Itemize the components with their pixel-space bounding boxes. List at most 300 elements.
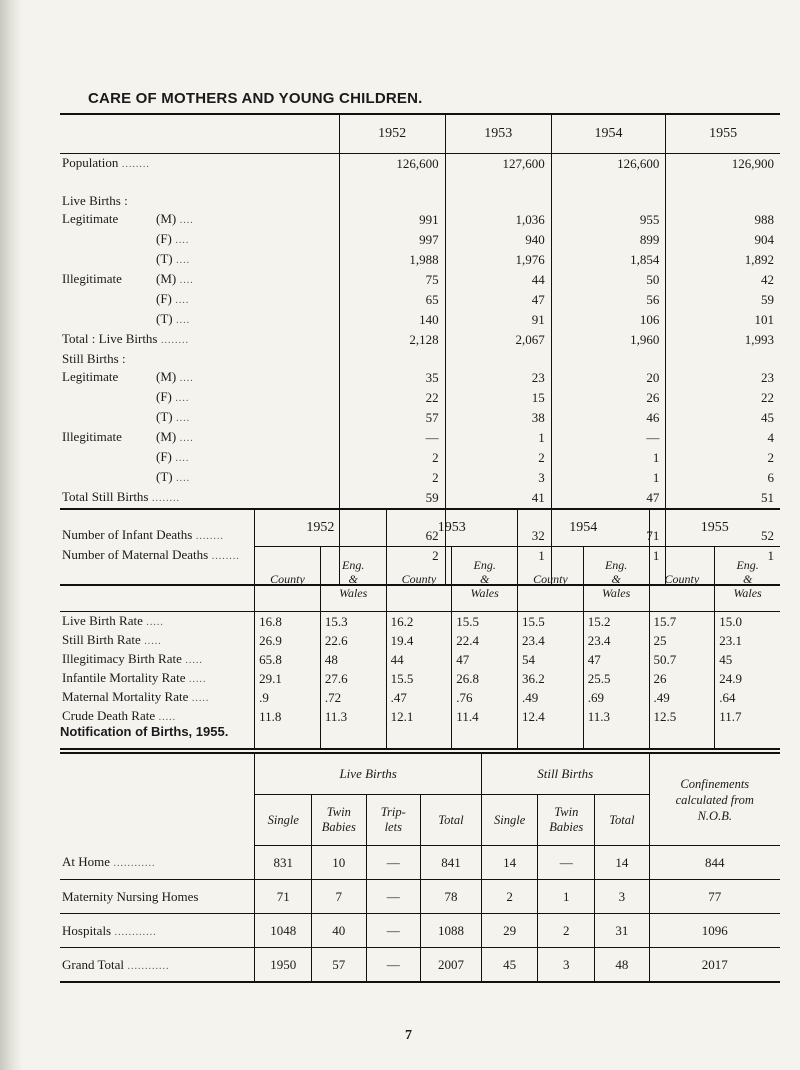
value-cell [551, 174, 666, 192]
row-label-cell [60, 210, 339, 230]
table-row [60, 250, 780, 270]
confinements-line-1: Confinements [680, 776, 750, 791]
count-cell: 3 [595, 880, 649, 914]
value-cell: 47 [445, 290, 551, 310]
count-cell: 1088 [421, 914, 482, 948]
rate-value: 47 [452, 650, 518, 669]
value-cell: 904 [666, 230, 780, 250]
value-cell: 91 [445, 310, 551, 330]
rate-label-cell [60, 631, 255, 650]
value-cell: 1 [551, 546, 666, 566]
leader-dots: .... [176, 373, 194, 384]
value-cell [339, 350, 445, 368]
triplets-header [366, 795, 420, 846]
count-cell: 3 [538, 948, 595, 983]
value-cell: 15 [445, 388, 551, 408]
row-label-cell [60, 230, 339, 250]
label-wrap [62, 368, 156, 386]
leader-dots: ............ [111, 926, 157, 938]
rate-value: 11.4 [452, 707, 518, 726]
rates-year-row [60, 509, 780, 547]
rate-label-cell [60, 688, 255, 707]
spacer-cell [255, 726, 321, 749]
value-cell: 1 [445, 428, 551, 448]
rate-value: 47 [583, 650, 649, 669]
page-title: CARE OF MOTHERS AND YOUNG CHILDREN. [88, 90, 423, 107]
eng-wales-header [583, 547, 649, 612]
value-cell: 1,988 [339, 250, 445, 270]
rate-value: 15.5 [518, 612, 584, 632]
confinements-line-3: N.O.B. [697, 808, 732, 823]
rate-value: 50.7 [649, 650, 715, 669]
rate-value: 16.8 [255, 612, 321, 632]
value-cell: 2,067 [445, 330, 551, 350]
rate-value: 15.2 [583, 612, 649, 632]
count-cell: 29 [481, 914, 538, 948]
value-cell: 1 [551, 468, 666, 488]
value-cell: 22 [666, 388, 780, 408]
value-cell: 140 [339, 310, 445, 330]
triplets-line-1: Trip- [380, 805, 406, 819]
twin-line-1: Twin [326, 805, 351, 819]
rate-value: .72 [320, 688, 386, 707]
value-cell [551, 192, 666, 210]
leader-dots: ........ [148, 493, 180, 504]
blank-header-cell [60, 509, 255, 612]
row-label-cell [60, 192, 339, 210]
wales-label: Wales [470, 586, 499, 600]
rate-value: 45 [715, 650, 780, 669]
spacer-cell [452, 726, 518, 749]
leader-dots: ..... [140, 636, 162, 647]
count-cell: 14 [595, 846, 649, 880]
notification-heading: Notification of Births, 1955. [60, 724, 229, 739]
year-header: 1955 [649, 509, 780, 547]
row-label-cell [60, 350, 339, 368]
live-births-header: Live Births [255, 753, 481, 795]
value-cell: 41 [445, 488, 551, 508]
value-cell: 101 [666, 310, 780, 330]
table-row [60, 290, 780, 310]
rate-value: 11.3 [583, 707, 649, 726]
count-cell: — [366, 880, 420, 914]
rate-label: Infantile Mortality Rate [62, 670, 186, 685]
rate-value: 25 [649, 631, 715, 650]
rate-label: Live Birth Rate [62, 613, 143, 628]
count-cell: 40 [312, 914, 366, 948]
value-cell: 56 [551, 290, 666, 310]
year-header: 1952 [339, 114, 445, 154]
leader-dots: .... [172, 473, 191, 484]
value-cell: 62 [339, 526, 445, 546]
value-cell: 51 [666, 488, 780, 508]
year-header-row [60, 114, 780, 154]
confinements-line-2: calculated from [675, 792, 754, 807]
value-cell: 65 [339, 290, 445, 310]
rate-value: 65.8 [255, 650, 321, 669]
count-cell: 831 [255, 846, 312, 880]
label-wrap [62, 210, 156, 228]
row-sex-code: (M) [156, 211, 177, 226]
eng-label: Eng. [473, 558, 496, 572]
row-label-cell [60, 368, 339, 388]
value-cell: 42 [666, 270, 780, 290]
table-row [60, 310, 780, 330]
count-cell: 1 [538, 880, 595, 914]
row-label-cell [60, 250, 339, 270]
rates-table [60, 508, 780, 750]
table-row [60, 230, 780, 250]
value-cell: 2 [339, 546, 445, 566]
leader-dots: ............ [124, 960, 170, 972]
row-label: Illegitimate [62, 271, 122, 286]
value-cell: 1 [666, 546, 780, 566]
value-cell: 57 [339, 408, 445, 428]
value-cell [445, 174, 551, 192]
count-cell: 2017 [649, 948, 780, 983]
value-cell: 126,900 [666, 154, 780, 175]
rate-value: 11.3 [320, 707, 386, 726]
row-label: Illegitimate [62, 429, 122, 444]
value-cell: 126,600 [339, 154, 445, 175]
amp-label: & [742, 572, 753, 586]
label-wrap [62, 428, 156, 446]
rate-value: 29.1 [255, 669, 321, 688]
notification-table [60, 752, 780, 983]
rate-row [60, 688, 780, 707]
leader-dots: .... [172, 255, 191, 266]
row-label-cell [60, 290, 339, 310]
row-label: Legitimate [62, 211, 119, 226]
value-cell: 6 [666, 468, 780, 488]
count-cell: 77 [649, 880, 780, 914]
place-label: Hospitals [62, 922, 112, 938]
row-sex-code: (F) [156, 389, 172, 404]
rate-value: .49 [649, 688, 715, 707]
leader-dots: .... [176, 275, 194, 286]
rate-value: 22.6 [320, 631, 386, 650]
eng-label: Eng. [736, 558, 759, 572]
year-header: 1954 [551, 114, 666, 154]
value-cell: 2 [339, 468, 445, 488]
total-header: Total [595, 795, 649, 846]
leader-dots: .... [176, 433, 194, 444]
value-cell: 45 [666, 408, 780, 428]
eng-label: Eng. [342, 558, 365, 572]
row-sex-code: (T) [156, 251, 173, 266]
notification-row [60, 914, 780, 948]
leader-dots: .... [171, 235, 190, 246]
rate-value: .49 [518, 688, 584, 707]
row-label: Legitimate [62, 369, 119, 384]
twin-header [312, 795, 366, 846]
single-header: Single [255, 795, 312, 846]
row-label-cell [60, 174, 339, 192]
value-cell [339, 174, 445, 192]
twin-line-2: Babies [321, 820, 356, 834]
rate-row [60, 650, 780, 669]
row-sex-code: (T) [156, 409, 173, 424]
rate-value: 15.0 [715, 612, 780, 632]
rate-label-cell [60, 650, 255, 669]
row-label-cell [60, 270, 339, 290]
rate-value: 16.2 [386, 612, 452, 632]
table-row [60, 488, 780, 508]
value-cell: 899 [551, 230, 666, 250]
row-sex-code: (M) [156, 369, 177, 384]
table-row [60, 448, 780, 468]
leader-dots: .... [172, 413, 191, 424]
rate-value: 12.5 [649, 707, 715, 726]
table-row [60, 428, 780, 448]
value-cell [339, 192, 445, 210]
row-sex-code: (T) [156, 311, 173, 326]
value-cell [551, 350, 666, 368]
rate-row [60, 669, 780, 688]
value-cell: 38 [445, 408, 551, 428]
leader-dots: ..... [185, 674, 207, 685]
place-label-cell [60, 846, 255, 880]
value-cell [445, 192, 551, 210]
spacer-cell [583, 726, 649, 749]
row-label-cell [60, 310, 339, 330]
rate-value: 54 [518, 650, 584, 669]
county-header: County [386, 547, 452, 612]
rate-value: 26.8 [452, 669, 518, 688]
rate-value: .9 [255, 688, 321, 707]
wales-label: Wales [733, 586, 762, 600]
table-row [60, 468, 780, 488]
value-cell: 2 [666, 448, 780, 468]
rate-value: 11.7 [715, 707, 780, 726]
wales-label: Wales [602, 586, 631, 600]
rate-value: .76 [452, 688, 518, 707]
place-label: Grand Total [62, 956, 125, 972]
value-cell: — [551, 428, 666, 448]
value-cell: 126,600 [551, 154, 666, 175]
rate-value: 24.9 [715, 669, 780, 688]
count-cell: 14 [481, 846, 538, 880]
leader-dots: .... [171, 393, 190, 404]
place-label: Maternity Nursing Homes [62, 888, 199, 904]
leader-dots: ..... [188, 693, 210, 704]
value-cell: — [339, 428, 445, 448]
value-cell: 35 [339, 368, 445, 388]
count-cell: 57 [312, 948, 366, 983]
rate-value: 12.4 [518, 707, 584, 726]
value-cell: 1 [445, 546, 551, 566]
rate-value: 15.7 [649, 612, 715, 632]
year-header: 1954 [518, 509, 649, 547]
count-cell: 844 [649, 846, 780, 880]
leader-dots: .... [176, 215, 194, 226]
eng-wales-header [452, 547, 518, 612]
spacer-cell [518, 726, 584, 749]
value-cell [666, 350, 780, 368]
confinements-header [649, 753, 780, 846]
row-label: Still Births : [62, 351, 126, 366]
table-row [60, 388, 780, 408]
spacer-cell [715, 726, 780, 749]
rate-label: Maternal Mortality Rate [62, 689, 189, 704]
count-cell: 31 [595, 914, 649, 948]
value-cell: 59 [339, 488, 445, 508]
count-cell: — [538, 846, 595, 880]
page-number: 7 [405, 1028, 412, 1043]
rate-value: 22.4 [452, 631, 518, 650]
rate-row [60, 612, 780, 632]
count-cell: 10 [312, 846, 366, 880]
value-cell: 1,993 [666, 330, 780, 350]
count-cell: 71 [255, 880, 312, 914]
value-cell: 2,128 [339, 330, 445, 350]
count-cell: 45 [481, 948, 538, 983]
county-header: County [649, 547, 715, 612]
county-header: County [255, 547, 321, 612]
binding-edge [0, 0, 22, 1070]
rate-value: 23.4 [518, 631, 584, 650]
value-cell: 1,976 [445, 250, 551, 270]
value-cell: 23 [445, 368, 551, 388]
value-cell: 32 [445, 526, 551, 546]
count-cell: 1048 [255, 914, 312, 948]
count-cell: 78 [421, 880, 482, 914]
row-label: Number of Infant Deaths [62, 527, 193, 542]
value-cell: 127,600 [445, 154, 551, 175]
value-cell: 50 [551, 270, 666, 290]
year-header: 1953 [445, 114, 551, 154]
amp-label: & [479, 572, 490, 586]
count-cell: 1950 [255, 948, 312, 983]
value-cell: 3 [445, 468, 551, 488]
value-cell: 2 [445, 448, 551, 468]
amp-label: & [348, 572, 358, 586]
rate-value: 26.9 [255, 631, 321, 650]
row-label-cell [60, 388, 339, 408]
rate-row [60, 631, 780, 650]
eng-label: Eng. [604, 558, 628, 572]
eng-wales-header [715, 547, 780, 612]
value-cell [666, 174, 780, 192]
leader-dots: .... [172, 315, 191, 326]
value-cell: 71 [551, 526, 666, 546]
rate-label: Crude Death Rate [62, 708, 156, 723]
rate-value: 23.4 [583, 631, 649, 650]
value-cell: 52 [666, 526, 780, 546]
count-cell: 2 [481, 880, 538, 914]
notification-group-row [60, 753, 780, 795]
notification-row [60, 880, 780, 914]
year-header: 1952 [255, 509, 386, 547]
row-label-cell [60, 488, 339, 508]
row-sex-code: (T) [156, 469, 173, 484]
table-row [60, 270, 780, 290]
rate-value: 26 [649, 669, 715, 688]
still-births-header: Still Births [481, 753, 649, 795]
value-cell: 955 [551, 210, 666, 230]
table-row [60, 192, 780, 210]
leader-dots: .... [171, 295, 190, 306]
rate-label-cell [60, 669, 255, 688]
value-cell: 44 [445, 270, 551, 290]
spacer-cell [320, 726, 386, 749]
leader-dots: ..... [142, 617, 164, 628]
spacer-cell [649, 726, 715, 749]
leader-dots: .... [171, 453, 190, 464]
leader-dots: ........ [157, 335, 189, 346]
rate-value: 25.5 [583, 669, 649, 688]
row-label-cell [60, 330, 339, 350]
rate-value: .69 [583, 688, 649, 707]
count-cell: — [366, 846, 420, 880]
row-label-cell [60, 428, 339, 448]
value-cell: 1,892 [666, 250, 780, 270]
value-cell: 4 [666, 428, 780, 448]
county-header: County [518, 547, 584, 612]
rate-value: 48 [320, 650, 386, 669]
value-cell: 1,960 [551, 330, 666, 350]
table-row [60, 330, 780, 350]
table-row [60, 210, 780, 230]
leader-dots: ........ [118, 159, 150, 170]
rate-value: 15.5 [386, 669, 452, 688]
amp-label: & [611, 572, 621, 586]
rate-value: 36.2 [518, 669, 584, 688]
wales-label: Wales [339, 586, 368, 600]
blank-header-cell [60, 114, 339, 154]
leader-dots: ........ [208, 551, 240, 562]
rate-value: 27.6 [320, 669, 386, 688]
leader-dots: ..... [155, 712, 177, 723]
rate-value: 11.8 [255, 707, 321, 726]
notification-row [60, 846, 780, 880]
row-label: Number of Maternal Deaths [62, 547, 209, 562]
row-label: Population [62, 155, 119, 170]
value-cell: 940 [445, 230, 551, 250]
table-row [60, 408, 780, 428]
notification-row [60, 948, 780, 983]
place-label-cell [60, 914, 255, 948]
table-row [60, 154, 780, 175]
count-cell: 2007 [421, 948, 482, 983]
twin-line-2: Babies [549, 820, 584, 834]
rate-value: 15.5 [452, 612, 518, 632]
value-cell: 75 [339, 270, 445, 290]
value-cell: 2 [339, 448, 445, 468]
year-header: 1953 [386, 509, 517, 547]
value-cell: 1 [551, 448, 666, 468]
table-row [60, 368, 780, 388]
rate-value: 23.1 [715, 631, 780, 650]
count-cell: — [366, 914, 420, 948]
count-cell: 7 [312, 880, 366, 914]
twin-line-1: Twin [554, 805, 579, 819]
row-sex-code: (M) [156, 429, 177, 444]
table-row [60, 174, 780, 192]
row-label: Total : Live Births [62, 331, 158, 346]
rate-value: 12.1 [386, 707, 452, 726]
count-cell: 1096 [649, 914, 780, 948]
rate-value: 44 [386, 650, 452, 669]
rate-label-cell [60, 612, 255, 632]
year-header: 1955 [666, 114, 780, 154]
value-cell: 46 [551, 408, 666, 428]
value-cell: 26 [551, 388, 666, 408]
value-cell: 20 [551, 368, 666, 388]
row-sex-code: (F) [156, 291, 172, 306]
place-label-cell [60, 948, 255, 983]
value-cell: 106 [551, 310, 666, 330]
